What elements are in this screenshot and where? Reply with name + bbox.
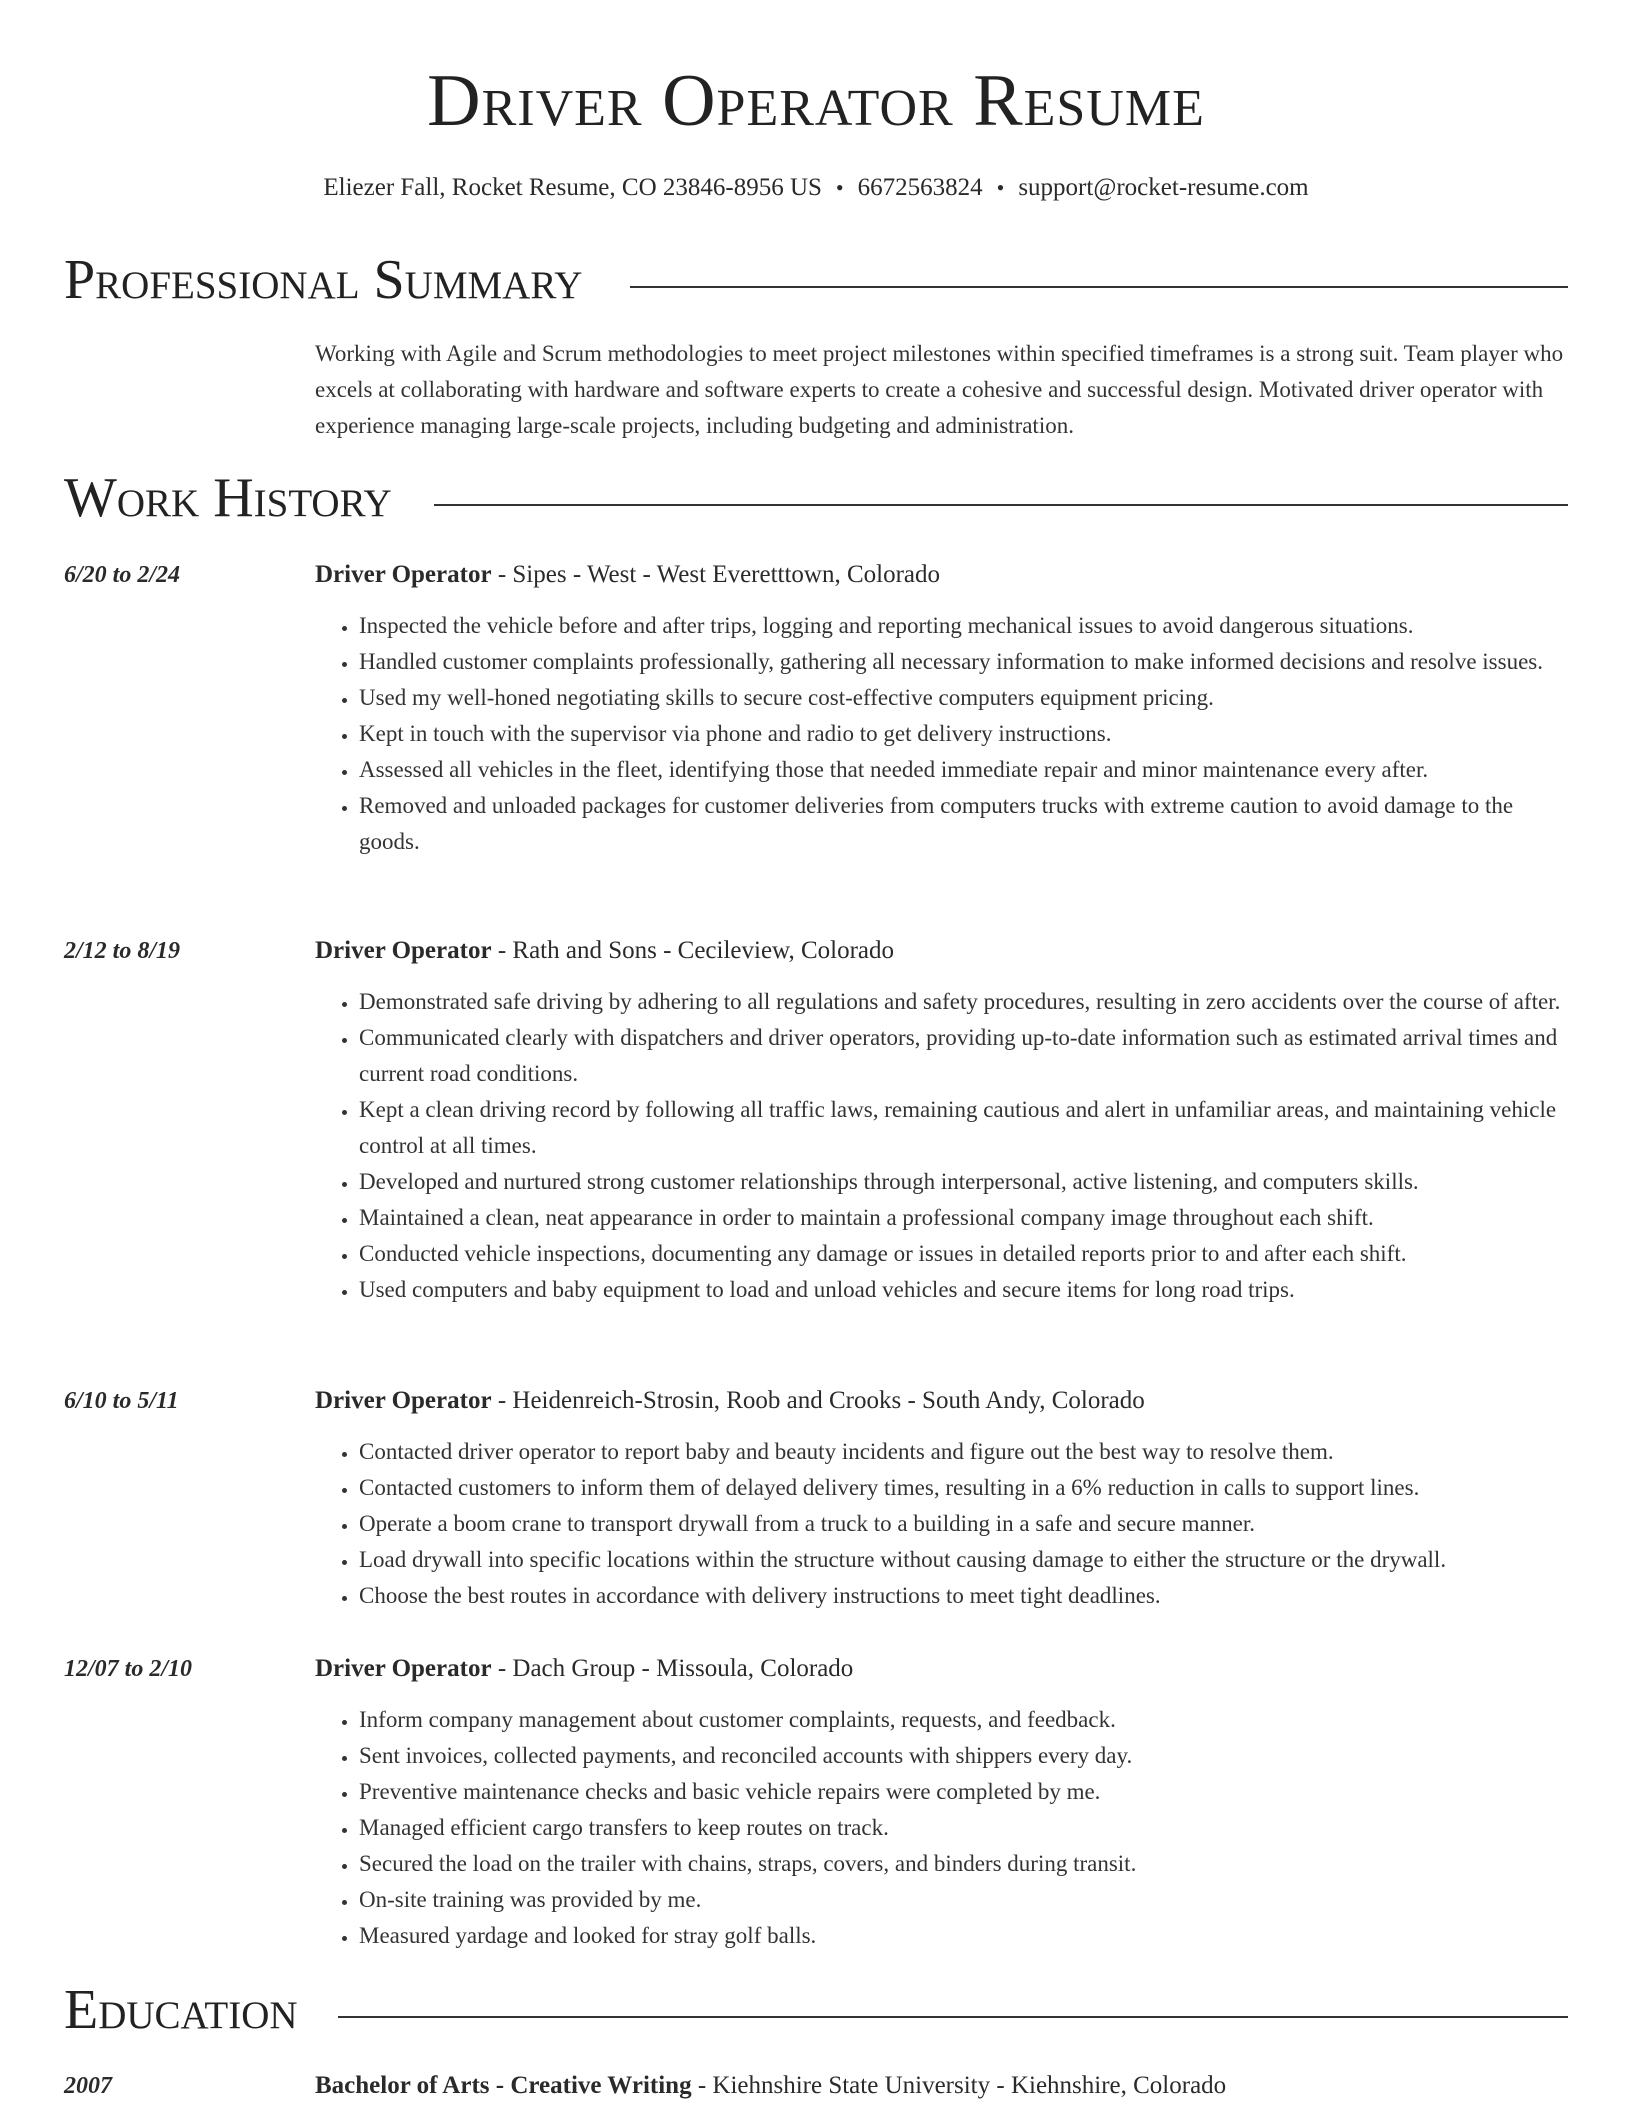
- job-employer: Heidenreich-Strosin, Roob and Crooks - South Andy, Colorado: [512, 1387, 1145, 1414]
- job-bullet: • Assessed all vehicles in the fleet, identifying those that needed immediate repair and minor maintenance every after.: [359, 752, 1568, 788]
- job-dates: 6/20 to 2/24: [64, 562, 181, 588]
- job-title: Driver Operator: [315, 1387, 492, 1414]
- education-heading: Education: [64, 1979, 298, 2041]
- job-bullet: • Kept in touch with the supervisor via phone and radio to get delivery instructions.: [359, 716, 1568, 752]
- job-bullet: • Inform company management about customer complaints, requests, and feedback.: [359, 1702, 1568, 1738]
- section-divider: [630, 286, 1568, 288]
- contact-separator: •: [835, 175, 844, 200]
- education-header: Bachelor of Arts - Creative Writing - Kiehnshire State University - Kiehnshire, Colorado: [315, 2072, 1227, 2099]
- job-header: Driver Operator - Rath and Sons - Cecileview, Colorado: [315, 937, 895, 964]
- job-bullet: • Kept a clean driving record by following all traffic laws, remaining cautious and alert in unfamiliar areas, and maintaining vehicle control at all times.: [359, 1092, 1568, 1164]
- job-bullets: [315, 984, 1568, 1308]
- job-bullet: • Communicated clearly with dispatchers and driver operators, providing up-to-date information such as estimated arrival times and current road conditions.: [359, 1020, 1568, 1092]
- job-bullet: • Conducted vehicle inspections, documenting any damage or issues in detailed reports prior to and after each shift.: [359, 1236, 1568, 1272]
- job-employer: Dach Group - Missoula, Colorado: [512, 1655, 854, 1682]
- contact-address: Eliezer Fall, Rocket Resume, CO 23846-8956 US: [323, 174, 822, 201]
- job-bullet: • Operate a boom crane to transport drywall from a truck to a building in a safe and secure manner.: [359, 1506, 1568, 1542]
- work-section-header: [64, 467, 1568, 532]
- contact-line: [0, 175, 1632, 200]
- summary-section-header: [64, 249, 1568, 314]
- work-heading: Work History: [64, 467, 392, 529]
- job-dates: 12/07 to 2/10: [64, 1656, 193, 1682]
- job-bullet: • Contacted customers to inform them of delayed delivery times, resulting in a 6% reduction in calls to support lines.: [359, 1470, 1568, 1506]
- job-employer: Rath and Sons - Cecileview, Colorado: [512, 937, 895, 964]
- job-bullet: • Used my well-honed negotiating skills to secure cost-effective computers equipment pricing.: [359, 680, 1568, 716]
- contact-email[interactable]: support@rocket-resume.com: [1018, 174, 1309, 201]
- job-bullet: • Preventive maintenance checks and basic vehicle repairs were completed by me.: [359, 1774, 1568, 1810]
- job-bullets: [315, 608, 1568, 860]
- education-section-header: [64, 1979, 1568, 2044]
- education-degree: Bachelor of Arts - Creative Writing: [315, 2072, 692, 2099]
- job-bullet: • Load drywall into specific locations within the structure without causing damage to either the structure or the drywall.: [359, 1542, 1568, 1578]
- job-bullet: • Used computers and baby equipment to load and unload vehicles and secure items for long road trips.: [359, 1272, 1568, 1308]
- contact-separator: •: [996, 175, 1005, 200]
- job-header: Driver Operator - Heidenreich-Strosin, Roob and Crooks - South Andy, Colorado: [315, 1387, 1145, 1414]
- job-bullets: [315, 1434, 1568, 1614]
- job-header: Driver Operator - Dach Group - Missoula, Colorado: [315, 1655, 854, 1682]
- job-bullet: • Sent invoices, collected payments, and reconciled accounts with shippers every day.: [359, 1738, 1568, 1774]
- section-divider: [338, 2016, 1568, 2018]
- job-bullet: • Removed and unloaded packages for customer deliveries from computers trucks with extreme caution to avoid damage to the goods.: [359, 788, 1568, 860]
- job-title: Driver Operator: [315, 1655, 492, 1682]
- education-entry: [64, 2069, 1568, 2103]
- job-employer: Sipes - West - West Everetttown, Colorado: [512, 561, 941, 588]
- summary-heading: Professional Summary: [64, 249, 583, 311]
- job-title: Driver Operator: [315, 937, 492, 964]
- job-bullet: • Managed efficient cargo transfers to keep routes on track.: [359, 1810, 1568, 1846]
- resume-title: Driver Operator Resume: [427, 60, 1205, 142]
- job-bullet: • Maintained a clean, neat appearance in order to maintain a professional company image throughout each shift.: [359, 1200, 1568, 1236]
- job-bullet: • Demonstrated safe driving by adhering to all regulations and safety procedures, resulting in zero accidents over the course of after.: [359, 984, 1568, 1020]
- job-bullet: • Measured yardage and looked for stray golf balls.: [359, 1918, 1568, 1954]
- job-bullet: • Handled customer complaints professionally, gathering all necessary information to make informed decisions and resolve issues.: [359, 644, 1568, 680]
- job-bullet: • Choose the best routes in accordance with delivery instructions to meet tight deadlines.: [359, 1578, 1568, 1614]
- education-school: Kiehnshire State University - Kiehnshire, Colorado: [712, 2072, 1227, 2099]
- job-title: Driver Operator: [315, 561, 492, 588]
- education-year: 2007: [64, 2073, 112, 2099]
- job-bullet: • Secured the load on the trailer with chains, straps, covers, and binders during transit.: [359, 1846, 1568, 1882]
- job-bullets: [315, 1702, 1568, 1954]
- summary-text: Working with Agile and Scrum methodologies to meet project milestones within specified timeframes is a strong suit. Team player who excels at collaborating with hardware and software experts to create a cohesive and successful design. Motivated driver operator with experience managing large-scale projects, including budgeting and administration.: [315, 341, 1564, 438]
- section-divider: [434, 504, 1568, 506]
- job-bullet: • Contacted driver operator to report baby and beauty incidents and figure out the best way to resolve them.: [359, 1434, 1568, 1470]
- contact-phone: 6672563824: [857, 174, 983, 201]
- job-dates: 2/12 to 8/19: [64, 938, 181, 964]
- job-bullet: • Inspected the vehicle before and after trips, logging and reporting mechanical issues to avoid dangerous situations.: [359, 608, 1568, 644]
- job-bullet: • On-site training was provided by me.: [359, 1882, 1568, 1918]
- job-dates: 6/10 to 5/11: [64, 1388, 179, 1414]
- job-bullet: • Developed and nurtured strong customer relationships through interpersonal, active listening, and computers skills.: [359, 1164, 1568, 1200]
- job-header: Driver Operator - Sipes - West - West Everetttown, Colorado: [315, 561, 941, 588]
